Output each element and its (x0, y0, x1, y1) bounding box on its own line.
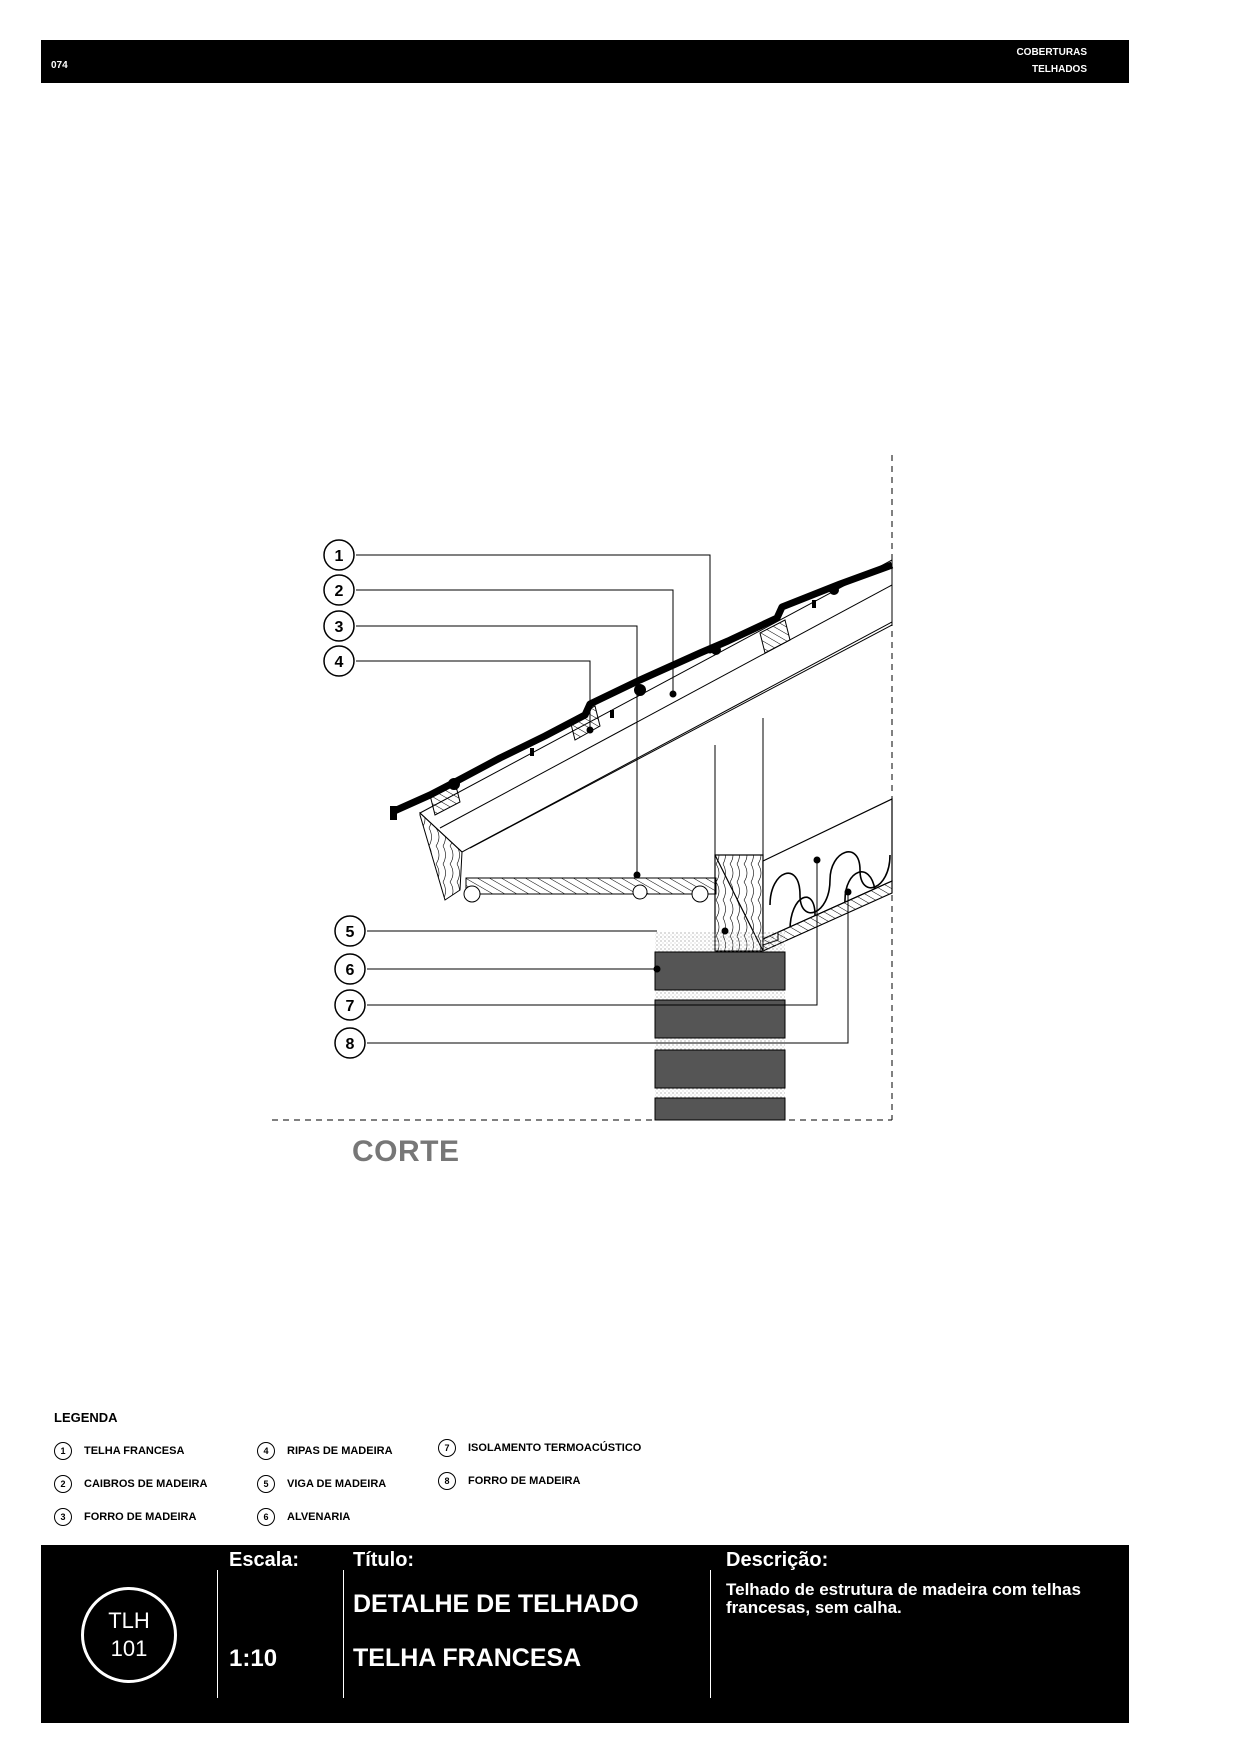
callout-5 (335, 916, 365, 946)
legend-number: 3 (54, 1508, 72, 1526)
callout-4 (324, 646, 354, 676)
svg-text:1: 1 (334, 548, 344, 565)
legend-number: 8 (438, 1472, 456, 1490)
masonry-wall (655, 932, 785, 1120)
subsection-title: TELHADOS (1032, 64, 1087, 75)
eave-soffit (464, 878, 716, 902)
legend-item-2 (54, 1475, 207, 1493)
svg-text:3: 3 (334, 619, 344, 636)
svg-text:6: 6 (345, 962, 355, 979)
legend-label: TELHA FRANCESA (84, 1445, 185, 1457)
divider (343, 1570, 344, 1698)
legend-number: 7 (438, 1439, 456, 1457)
divider (710, 1570, 711, 1698)
drawing-code-prefix: TLH (108, 1608, 150, 1633)
legend-label: VIGA DE MADEIRA (287, 1478, 387, 1490)
legend (54, 1410, 754, 1540)
legend-item-7 (438, 1439, 641, 1457)
callout-3 (324, 611, 354, 641)
legend-item-8 (438, 1472, 580, 1490)
legend-title: LEGENDA (54, 1410, 118, 1425)
svg-text:8: 8 (345, 1036, 355, 1053)
legend-number: 1 (54, 1442, 72, 1460)
drawing-subtitle: TELHA FRANCESA (353, 1644, 582, 1672)
section-title: COBERTURAS (1016, 47, 1087, 58)
page-number: 074 (51, 60, 68, 71)
drawing-code-number: 101 (110, 1636, 148, 1661)
divider (217, 1570, 218, 1698)
ceiling-and-insulation (763, 799, 892, 951)
callout-2 (324, 575, 354, 605)
legend-number: 5 (257, 1475, 275, 1493)
svg-text:7: 7 (345, 998, 355, 1015)
legend-number: 6 (257, 1508, 275, 1526)
svg-text:5: 5 (345, 924, 355, 941)
legend-item-6 (257, 1508, 350, 1526)
svg-text:2: 2 (334, 583, 344, 600)
legend-label: RIPAS DE MADEIRA (287, 1445, 393, 1457)
section-view-label: CORTE (352, 1135, 460, 1168)
drawing-title: DETALHE DE TELHADO (353, 1590, 639, 1618)
legend-label: CAIBROS DE MADEIRA (84, 1478, 208, 1490)
title-label: Título: (353, 1549, 415, 1571)
legend-item-4 (257, 1442, 393, 1460)
legend-number: 2 (54, 1475, 72, 1493)
legend-item-1 (54, 1442, 184, 1460)
legend-item-3 (54, 1508, 196, 1526)
description-text: Telhado de estrutura de madeira com telhas francesas, sem calha. (726, 1580, 1081, 1617)
callout-6 (335, 954, 365, 984)
legend-label: FORRO DE MADEIRA (84, 1511, 197, 1523)
callout-7 (335, 990, 365, 1020)
title-block (41, 1545, 1129, 1723)
svg-text:4: 4 (334, 654, 344, 671)
callout-1 (324, 540, 354, 570)
legend-label: FORRO DE MADEIRA (468, 1475, 581, 1487)
scale-value: 1:10 (229, 1645, 278, 1672)
callout-8 (335, 1028, 365, 1058)
drawing-code-badge (81, 1587, 177, 1683)
description-label: Descrição: (726, 1549, 829, 1571)
scale-label: Escala: (229, 1549, 300, 1571)
legend-number: 4 (257, 1442, 275, 1460)
legend-label: ISOLAMENTO TERMOACÚSTICO (468, 1442, 642, 1454)
legend-item-5 (257, 1475, 386, 1493)
legend-label: ALVENARIA (287, 1511, 351, 1523)
